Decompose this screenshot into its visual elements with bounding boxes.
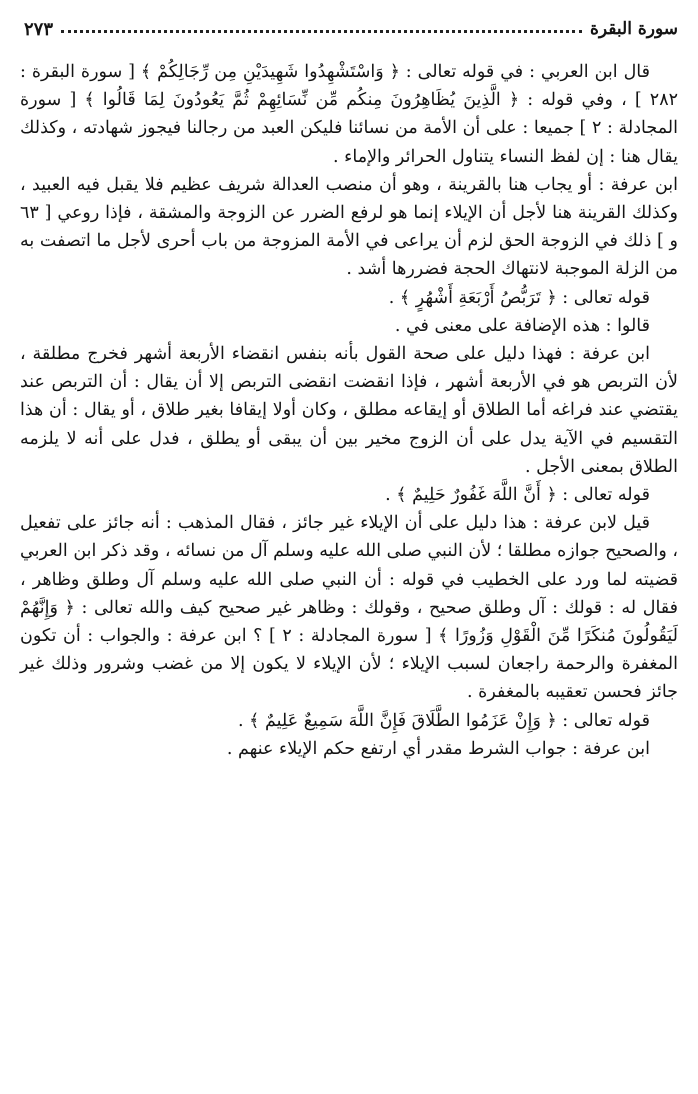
paragraph-ibn-arafa-tarabbus: ابن عرفة : فهذا دليل على صحة القول بأنه بنفس انقضاء الأربعة أشهر فخرج مطلقة ، لأن التربص هو في الأربعة أشهر ، فإذا انقضت انقضى التربص إلا أن يقال : أن التربص عند يقتضي عند فراغه أما الطلاق أو إيقاعه مطلق ، وكان أولا إيقافا بغير طلاق ، أو يقال : أن هذا التقسيم في الآية يدل على أن الزوج مخير بين أن يبقى أو يطلق ، فدل على أنه لا يلزمه الطلاق بمعنى الأجل . bbox=[20, 344, 678, 477]
page-number: ٢٧٣ bbox=[24, 18, 54, 40]
verse-heading-ghafur-halim: قوله تعالى : ﴿ أَنَّ اللَّهَ غَفُورٌ حَلِيمٌ ﴾ . bbox=[385, 485, 650, 506]
paragraph-jawab-shart: ابن عرفة : جواب الشرط مقدر أي ارتفع حكم الإيلاء عنهم . bbox=[226, 738, 650, 759]
surah-title: سورة البقرة bbox=[590, 19, 678, 39]
header-dotted-rule bbox=[61, 30, 582, 33]
paragraph-ila-jawaz: قيل لابن عرفة : هذا دليل على أن الإيلاء غير جائز ، فقال المذهب : أنه جائز على تفعيل ، والصحيح جوازه مطلقا ؛ لأن النبي صلى الله عليه وسلم آل من نسائه ، وقد ذكر ابن العربي قضيته لما ورد على الخطيب في قوله : أن النبي صلى الله عليه وسلم آل وطلق وظاهر ، فقال له : قولك : آل وطلق صحيح ، وقولك : وظاهر غير صحيح كيف والله تعالى : ﴿ وَإِنَّهُمْ لَيَقُولُونَ مُنكَرًا مِّنَ الْقَوْلِ وَزُورًا ﴾ [ سورة المجادلة : ٢ ] ؟ ابن عرفة : والجواب : أن تكون المغفرة والرحمة راجعان لسبب الإيلاء ؛ لأن الإيلاء لا يكون إلا من غضب وشرور وذلك غير جائز فحسن تعقيبه بالمغفرة . bbox=[20, 513, 678, 703]
verse-heading-tarabbus: قوله تعالى : ﴿ تَرَبُّصُ أَرْبَعَةِ أَشْهُرٍ ﴾ . bbox=[388, 287, 650, 308]
paragraph-qalu-idafa: قالوا : هذه الإضافة على معنى في . bbox=[394, 315, 650, 336]
paragraph-ibn-arabi: قال ابن العربي : في قوله تعالى : ﴿ وَاسْتَشْهِدُوا شَهِيدَيْنِ مِن رِّجَالِكُمْ ﴾ [ سورة البقرة : ٢٨٢ ] ، وفي قوله : ﴿ الَّذِينَ يُظَاهِرُونَ مِنكُم مِّن نِّسَائِهِمْ ثُمَّ يَعُودُونَ لِمَا قَالُوا ﴾ [ سورة المجادلة : ٢ ] جميعا : على أن الأمة من نسائنا فليكن العبد من رجالنا فيجوز شهادته ، وكذلك يقال هنا : إن لفظ النساء يتناول الحرائر والإماء . bbox=[20, 62, 678, 167]
paragraph-ibn-arafa-qarina: ابن عرفة : أو يجاب هنا بالقرينة ، وهو أن منصب العدالة شريف عظيم فلا يقبل فيه العبيد ، وكذلك القرينة هنا لأجل أن الإيلاء إنما هو لرفع الضرر عن الزوجة والمشقة ، فإذا روعي [ ٦٣ و ] ذلك في الزوجة الحق لزم أن يراعى في الأمة المزوجة من باب أحرى لأجل ما اتصفت به من الزلة الموجبة لانتهاك الحجة فضررها أشد . bbox=[20, 174, 678, 280]
running-header bbox=[24, 14, 678, 44]
page-body bbox=[20, 58, 678, 763]
verse-heading-azamu-talaq: قوله تعالى : ﴿ وَإِنْ عَزَمُوا الطَّلَاقَ فَإِنَّ اللَّهَ سَمِيعٌ عَلِيمٌ ﴾ . bbox=[238, 710, 650, 731]
